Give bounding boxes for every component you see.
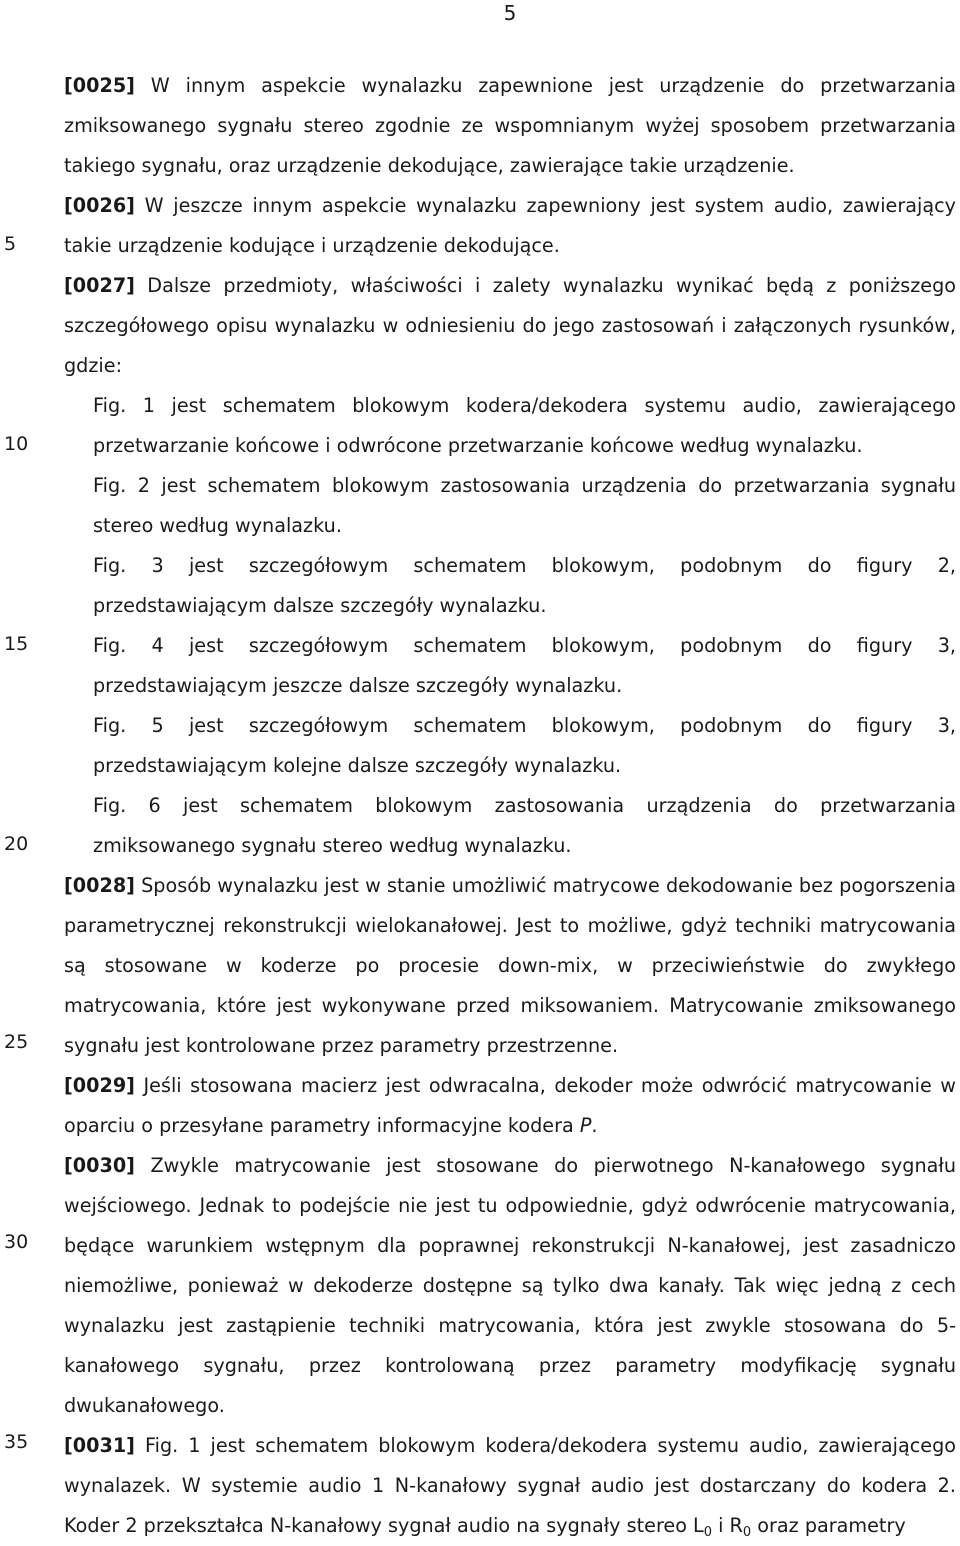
line-number: 15 [4, 633, 29, 655]
paragraph-0027 [64, 266, 956, 386]
paragraph-text: Jeśli stosowana macierz jest odwracalna, dekoder może odwrócić matrycowanie w oparciu o przesyłane parametry informacyjne kodera [64, 1074, 956, 1137]
paragraph-text: Fig. 1 jest schematem blokowym kodera/dekodera systemu audio, zawierającego wynalazek. W systemie audio 1 N-kanałowy sygnał audio jest dostarczany do kodera 2. Koder 2 przekształca N-kanałowy sygnał audio na sygnały stereo L [64, 1434, 956, 1537]
paragraph-tag: [0029] [64, 1074, 135, 1097]
paragraph-text: . [591, 1114, 598, 1137]
paragraph-text: Sposób wynalazku jest w stanie umożliwić matrycowe dekodowanie bez pogorszenia parametrycznej rekonstrukcji wielokanałowej. Jest to możliwe, gdyż techniki matrycowania są stosowane w koderze po procesie down-mix, w przeciwieństwie do zwykłego matrycowania, które jest wykonywane przed miksowaniem. Matrycowanie zmiksowanego sygnału jest kontrolowane przez parametry przestrzenne. [64, 874, 956, 1057]
figure-description-5: Fig. 5 jest szczegółowym schematem blokowym, podobnym do figury 3, przedstawiającym kolejne dalsze szczegóły wynalazku. [93, 714, 956, 777]
paragraph-text: W innym aspekcie wynalazku zapewnione jest urządzenie do przetwarzania zmiksowanego sygnału stereo zgodnie ze wspomnianym wyżej sposobem przetwarzania takiego sygnału, oraz urządzenie dekodujące, zawierające takie urządzenie. [64, 74, 956, 177]
paragraph-0030 [64, 1146, 956, 1426]
paragraph-0026 [64, 186, 956, 266]
figure-description-3: Fig. 3 jest szczegółowym schematem blokowym, podobnym do figury 2, przedstawiającym dalsze szczegóły wynalazku. [93, 554, 956, 617]
paragraph-text: i R [712, 1514, 743, 1537]
figure-description-4: Fig. 4 jest szczegółowym schematem blokowym, podobnym do figury 3, przedstawiającym jeszcze dalsze szczegóły wynalazku. [93, 634, 956, 697]
paragraph-text: Dalsze przedmioty, właściwości i zalety wynalazku wynikać będą z poniższego szczegółowego opisu wynalazku w odniesieniu do jego zastosowań i załączonych rysunków, gdzie: [64, 274, 956, 377]
line-number: 35 [4, 1431, 29, 1453]
paragraph-0025 [64, 66, 956, 186]
line-number: 20 [4, 833, 29, 855]
subscript: 0 [703, 1525, 713, 1540]
paragraph-0029 [64, 1066, 956, 1146]
paragraph-tag: [0028] [64, 874, 135, 897]
line-number: 10 [4, 433, 29, 455]
paragraph-0031 [64, 1426, 956, 1546]
subscript: 0 [742, 1525, 752, 1540]
line-number: 30 [4, 1231, 29, 1253]
page-number: 5 [503, 1, 517, 25]
paragraph-0028 [64, 866, 956, 1066]
paragraph-text: oraz parametry [751, 1514, 906, 1537]
paragraph-tag: [0027] [64, 274, 135, 297]
line-number: 5 [4, 233, 17, 255]
paragraph-text: Zwykle matrycowanie jest stosowane do pierwotnego N-kanałowego sygnału wejściowego. Jednak to podejście nie jest tu odpowiednie, gdyż odwrócenie matrycowania, będące warunkiem wstępnym dla poprawnej rekonstrukcji N-kanałowej, jest zasadniczo niemożliwe, ponieważ w dekoderze dostępne są tylko dwa kanały. Tak więc jedną z cech wynalazku jest zastąpienie techniki matrycowania, która jest zwykle stosowana do 5-kanałowego sygnału, przez kontrolowaną przez parametry modyfikację sygnału dwukanałowego. [64, 1154, 956, 1417]
paragraph-tag: [0031] [64, 1434, 135, 1457]
figure-description-1: Fig. 1 jest schematem blokowym kodera/dekodera systemu audio, zawierającego przetwarzanie końcowe i odwrócone przetwarzanie końcowe według wynalazku. [93, 394, 956, 457]
paragraph-text: W jeszcze innym aspekcie wynalazku zapewniony jest system audio, zawierający takie urządzenie kodujące i urządzenie dekodujące. [64, 194, 956, 257]
paragraph-tag: [0030] [64, 1154, 135, 1177]
paragraph-tag: [0025] [64, 74, 135, 97]
italic-symbol: P [579, 1114, 592, 1137]
paragraph-tag: [0026] [64, 194, 135, 217]
figure-description-6: Fig. 6 jest schematem blokowym zastosowania urządzenia do przetwarzania zmiksowanego sygnału stereo według wynalazku. [93, 794, 956, 857]
line-number: 25 [4, 1031, 29, 1053]
document-body [64, 66, 956, 1546]
figure-description-2: Fig. 2 jest schematem blokowym zastosowania urządzenia do przetwarzania sygnału stereo według wynalazku. [93, 474, 956, 537]
